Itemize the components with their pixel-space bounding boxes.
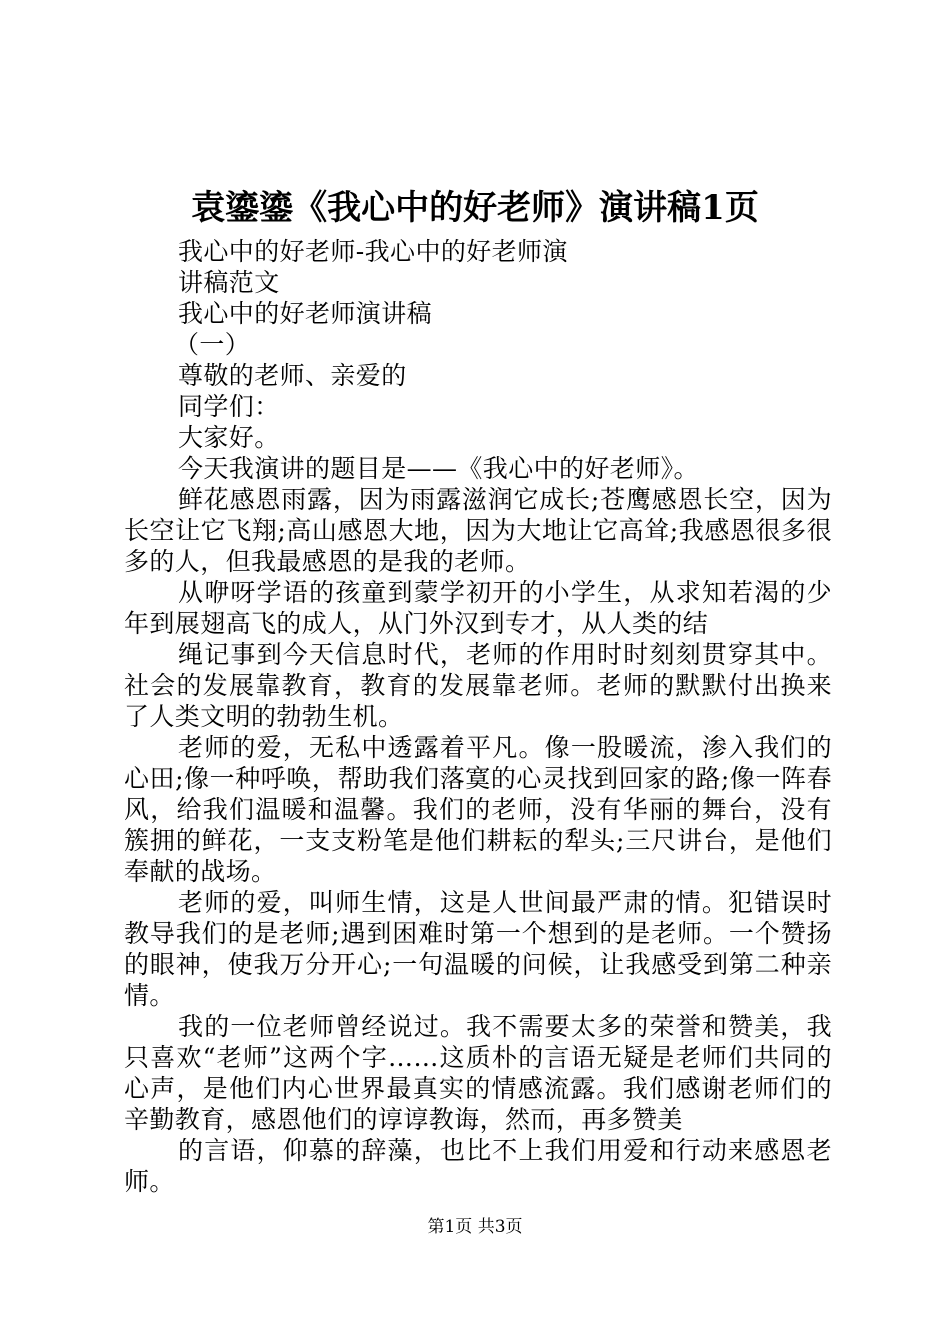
document-title: 袁鎏鎏《我心中的好老师》演讲稿1页 — [191, 188, 759, 228]
paragraph: 老师的爱，叫师生情，这是人世间最严肃的情。犯错误时教导我们的是老师;遇到困难时第一个想到的是老师。一个赞扬的眼神，使我万分开心;一句温暖的问候，让我感受到第二种亲情。 — [124, 888, 832, 1010]
document-body — [124, 236, 832, 1197]
paragraph: 的言语，仰慕的辞藻，也比不上我们用爱和行动来感恩老师。 — [124, 1136, 832, 1196]
paragraph: 从咿呀学语的孩童到蒙学初开的小学生，从求知若渴的少年到展翅高飞的成人，从门外汉到专才，从人类的结 — [124, 578, 832, 638]
section-number: （一） — [174, 330, 251, 359]
paragraph: 鲜花感恩雨露，因为雨露滋润它成长;苍鹰感恩长空，因为长空让它飞翔;高山感恩大地，因为大地让它高耸;我感恩很多很多的人，但我最感恩的是我的老师。 — [124, 485, 832, 576]
subheading: 我心中的好老师演讲稿 — [178, 299, 433, 328]
topic-line: 今天我演讲的题目是——《我心中的好老师》。 — [178, 454, 699, 483]
greeting-line-2: 同学们： — [178, 392, 280, 421]
paragraph: 我的一位老师曾经说过。我不需要太多的荣誉和赞美，我只喜欢“老师”这两个字……这质朴的言语无疑是老师们共同的心声，是他们内心世界最真实的情感流露。我们感谢老师们的辛勤教育，感恩他们的谆谆教诲，然而，再多赞美 — [124, 1012, 832, 1134]
greeting-line-1: 尊敬的老师、亲爱的 — [178, 361, 407, 390]
paragraph: 绳记事到今天信息时代，老师的作用时时刻刻贯穿其中。社会的发展靠教育，教育的发展靠老师。老师的默默付出换来了人类文明的勃勃生机。 — [124, 640, 832, 731]
paragraph: 老师的爱，无私中透露着平凡。像一股暖流，渗入我们的心田;像一种呼唤，帮助我们落寞的心灵找到回家的路;像一阵春风，给我们温暖和温馨。我们的老师，没有华丽的舞台，没有簇拥的鲜花，一支支粉笔是他们耕耘的犁头;三尺讲台，是他们奉献的战场。 — [124, 733, 832, 886]
heading-line-1: 我心中的好老师-我心中的好老师演 — [178, 237, 568, 266]
hello-line: 大家好。 — [178, 423, 280, 452]
heading-line-2: 讲稿范文 — [178, 268, 280, 297]
page-footer: 第1页 共3页 — [427, 1217, 523, 1237]
